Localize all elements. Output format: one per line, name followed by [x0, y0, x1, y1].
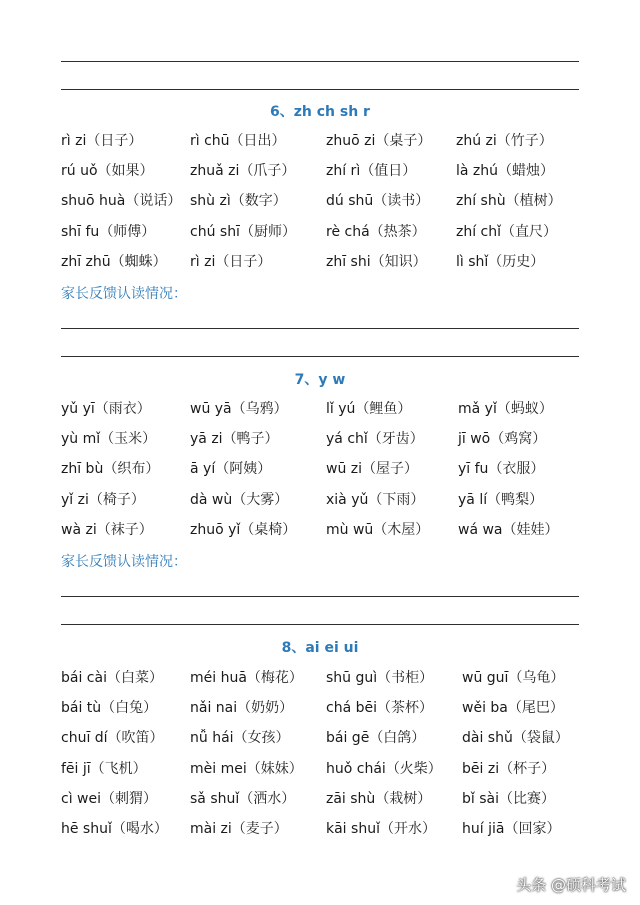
word-row	[0, 727, 640, 749]
word-entry	[61, 190, 181, 212]
hanzi: （椅子）	[88, 491, 145, 508]
hanzi: （厨师）	[239, 223, 296, 240]
word-entry	[326, 519, 429, 541]
hanzi: （木屋）	[373, 521, 430, 538]
pinyin: yá chǐ	[326, 431, 368, 448]
hanzi: （麦子）	[231, 821, 288, 837]
word-entry	[190, 190, 287, 212]
hanzi: （衣服）	[488, 461, 545, 478]
pinyin: shī fu	[61, 223, 100, 240]
pinyin: wá wa	[458, 521, 503, 538]
word-entry	[462, 818, 560, 840]
pinyin: mǎ yǐ	[458, 401, 497, 417]
word-entry	[458, 398, 553, 420]
hanzi: （直尺）	[501, 223, 558, 240]
hanzi: （袋鼠）	[512, 730, 569, 747]
word-entry	[326, 251, 427, 273]
hanzi: （植树）	[505, 193, 562, 210]
hanzi: （师傅）	[99, 223, 156, 240]
word-row	[0, 758, 640, 780]
hanzi: （历史）	[488, 253, 545, 270]
hanzi: （蚂蚁）	[496, 401, 553, 417]
pinyin: mù wū	[326, 521, 374, 538]
hanzi: （茶杯）	[377, 700, 433, 717]
pinyin: zhī bù	[61, 461, 104, 478]
writing-line	[61, 89, 579, 90]
pinyin: mèi mei	[190, 760, 247, 777]
parent-feedback-label: 家长反馈认读情况：	[61, 286, 187, 302]
word-entry	[326, 489, 424, 511]
word-entry	[190, 428, 279, 450]
hanzi: （雨衣）	[94, 401, 151, 417]
word-entry	[61, 130, 142, 152]
word-row	[0, 221, 640, 243]
hanzi: （乌龟）	[508, 670, 565, 686]
hanzi: （桌椅）	[240, 521, 297, 538]
word-row	[0, 667, 640, 689]
word-entry	[61, 818, 168, 840]
hanzi: （尾巴）	[507, 700, 564, 717]
pinyin: zhuō zi	[326, 133, 376, 149]
word-entry	[190, 818, 288, 840]
hanzi: （比赛）	[499, 790, 555, 807]
pinyin: yī fu	[458, 461, 489, 478]
pinyin: yǔ yī	[61, 401, 95, 417]
word-entry	[462, 667, 564, 689]
hanzi: （白鸽）	[369, 730, 426, 747]
pinyin: huí jiā	[462, 821, 505, 837]
hanzi: （下雨）	[368, 491, 425, 508]
word-row	[0, 190, 640, 212]
pinyin: hē shuǐ	[61, 821, 112, 837]
hanzi: （栽树）	[375, 790, 432, 807]
word-entry	[61, 160, 154, 182]
pinyin: nǎi nai	[190, 700, 238, 717]
pinyin: shū guì	[326, 670, 378, 686]
pinyin: chuī dí	[61, 730, 108, 747]
hanzi: （说话）	[125, 193, 182, 210]
section-title: 6、zh ch sh r	[270, 104, 370, 120]
section-title: 7、y w	[294, 372, 346, 388]
word-entry	[326, 160, 416, 182]
hanzi: （开水）	[379, 821, 436, 837]
section-title: 8、ai ei ui	[281, 640, 359, 656]
hanzi: （织布）	[103, 461, 160, 478]
pinyin: shù zì	[190, 193, 231, 210]
word-entry	[61, 489, 145, 511]
word-entry	[190, 697, 293, 719]
writing-line	[61, 328, 579, 329]
hanzi: （牙齿）	[367, 431, 424, 448]
word-entry	[61, 667, 163, 689]
word-entry	[462, 758, 555, 780]
word-entry	[190, 130, 286, 152]
pinyin: wū guī	[462, 670, 509, 686]
pinyin: lǐ yú	[326, 401, 356, 417]
hanzi: （鲤鱼）	[355, 401, 412, 417]
hanzi: （屋子）	[362, 461, 419, 478]
writing-line	[61, 624, 579, 625]
word-row	[0, 251, 640, 273]
pinyin: yā lí	[458, 491, 488, 508]
hanzi: （如果）	[97, 163, 154, 180]
hanzi: （喝水）	[111, 821, 168, 837]
hanzi: （日子）	[86, 133, 143, 149]
writing-line	[61, 356, 579, 357]
word-row	[0, 458, 640, 480]
pinyin: zhuō yǐ	[190, 521, 241, 538]
pinyin: rì zi	[61, 133, 87, 149]
word-entry	[456, 251, 544, 273]
pinyin: bēi zi	[462, 760, 500, 777]
hanzi: （桌子）	[375, 133, 432, 149]
pinyin: zhí shù	[456, 193, 506, 210]
word-entry	[190, 458, 271, 480]
pinyin: rú uǒ	[61, 163, 98, 180]
word-entry	[462, 788, 555, 810]
writing-line	[61, 596, 579, 597]
pinyin: chá bēi	[326, 700, 377, 717]
hanzi: （娃娃）	[502, 521, 559, 538]
word-entry	[190, 788, 295, 810]
word-row	[0, 519, 640, 541]
word-entry	[326, 190, 429, 212]
hanzi: （数字）	[230, 193, 287, 210]
pinyin: bái tù	[61, 700, 102, 717]
hanzi: （日子）	[215, 253, 272, 270]
word-entry	[190, 160, 295, 182]
pinyin: dà wù	[190, 491, 233, 508]
pinyin: zhī shi	[326, 253, 371, 270]
parent-feedback-label: 家长反馈认读情况：	[61, 554, 187, 570]
word-entry	[61, 788, 157, 810]
word-entry	[326, 130, 431, 152]
word-row	[0, 130, 640, 152]
writing-line	[61, 61, 579, 62]
word-entry	[456, 130, 553, 152]
hanzi: （玉米）	[100, 431, 157, 448]
pinyin: cì wei	[61, 790, 101, 807]
pinyin: shuō huà	[61, 193, 126, 210]
hanzi: （吹笛）	[107, 730, 164, 747]
word-entry	[456, 160, 554, 182]
pinyin: wà zi	[61, 521, 97, 538]
pinyin: wū zi	[326, 461, 363, 478]
word-entry	[61, 251, 167, 273]
hanzi: （竹子）	[496, 133, 553, 149]
hanzi: （袜子）	[96, 521, 153, 538]
hanzi: （乌鸦）	[231, 401, 288, 417]
pinyin: kāi shuǐ	[326, 821, 380, 837]
pinyin: wěi ba	[462, 700, 508, 717]
hanzi: （梅花）	[246, 670, 303, 686]
word-entry	[190, 727, 290, 749]
word-entry	[456, 221, 557, 243]
word-row	[0, 160, 640, 182]
word-entry	[326, 221, 426, 243]
word-entry	[61, 398, 151, 420]
word-entry	[326, 788, 431, 810]
hanzi: （书柜）	[377, 670, 434, 686]
hanzi: （爪子）	[239, 163, 296, 180]
word-entry	[326, 818, 436, 840]
hanzi: （女孩）	[233, 730, 290, 747]
word-entry	[61, 519, 153, 541]
word-row	[0, 818, 640, 840]
word-entry	[458, 458, 544, 480]
hanzi: （妹妹）	[246, 760, 303, 777]
pinyin: rì zi	[190, 253, 216, 270]
pinyin: méi huā	[190, 670, 247, 686]
pinyin: rì chū	[190, 133, 230, 149]
hanzi: （鸭梨）	[487, 491, 544, 508]
pinyin: zhuǎ zi	[190, 163, 240, 180]
pinyin: dú shū	[326, 193, 374, 210]
hanzi: （知识）	[370, 253, 427, 270]
word-entry	[326, 667, 433, 689]
pinyin: ā yí	[190, 461, 216, 478]
pinyin: yǐ zi	[61, 491, 89, 508]
pinyin: zhī zhū	[61, 253, 111, 270]
word-entry	[458, 489, 543, 511]
word-entry	[456, 190, 562, 212]
pinyin: yù mǐ	[61, 431, 101, 448]
hanzi: （杯子）	[499, 760, 556, 777]
pinyin: bái gē	[326, 730, 370, 747]
hanzi: （火柴）	[385, 760, 442, 777]
word-row	[0, 398, 640, 420]
pinyin: jī wō	[458, 431, 491, 448]
pinyin: là zhú	[456, 163, 499, 180]
hanzi: （热茶）	[369, 223, 426, 240]
word-entry	[462, 697, 564, 719]
word-entry	[61, 727, 164, 749]
pinyin: rè chá	[326, 223, 370, 240]
word-entry	[61, 458, 159, 480]
word-row	[0, 697, 640, 719]
hanzi: （白兔）	[101, 700, 158, 717]
pinyin: bái cài	[61, 670, 107, 686]
word-entry	[190, 667, 303, 689]
word-entry	[326, 727, 425, 749]
pinyin: zhú zi	[456, 133, 497, 149]
pinyin: zāi shù	[326, 790, 376, 807]
word-entry	[190, 489, 288, 511]
word-entry	[190, 758, 303, 780]
word-entry	[326, 398, 411, 420]
pinyin: zhí rì	[326, 163, 361, 180]
hanzi: （飞机）	[90, 760, 147, 777]
hanzi: （回家）	[504, 821, 561, 837]
hanzi: （洒水）	[239, 790, 296, 807]
hanzi: （蜡烛）	[498, 163, 555, 180]
word-row	[0, 788, 640, 810]
pinyin: dài shǔ	[462, 730, 513, 747]
hanzi: （阿姨）	[215, 461, 272, 478]
word-entry	[190, 251, 271, 273]
word-entry	[326, 458, 418, 480]
word-entry	[326, 697, 433, 719]
pinyin: yā zi	[190, 431, 223, 448]
hanzi: （大雾）	[232, 491, 289, 508]
word-row	[0, 428, 640, 450]
pinyin: bǐ sài	[462, 790, 499, 807]
word-entry	[326, 758, 442, 780]
word-entry	[61, 758, 147, 780]
word-entry	[462, 727, 569, 749]
pinyin: wū yā	[190, 401, 232, 417]
word-entry	[61, 697, 157, 719]
hanzi: （蜘蛛）	[110, 253, 167, 270]
hanzi: （刺猬）	[101, 790, 157, 807]
word-entry	[326, 428, 424, 450]
pinyin: fēi jī	[61, 760, 91, 777]
word-entry	[190, 221, 296, 243]
word-row	[0, 489, 640, 511]
watermark: 头条 @硕科考试	[516, 876, 626, 894]
hanzi: （值日）	[360, 163, 417, 180]
hanzi: （鸡窝）	[490, 431, 547, 448]
pinyin: xià yǔ	[326, 491, 369, 508]
word-entry	[61, 428, 156, 450]
pinyin: chú shī	[190, 223, 240, 240]
pinyin: zhí chǐ	[456, 223, 502, 240]
hanzi: （日出）	[229, 133, 286, 149]
word-entry	[458, 519, 559, 541]
hanzi: （奶奶）	[237, 700, 294, 717]
pinyin: mài zi	[190, 821, 232, 837]
hanzi: （白菜）	[106, 670, 163, 686]
pinyin: huǒ chái	[326, 760, 386, 777]
hanzi: （鸭子）	[222, 431, 279, 448]
hanzi: （读书）	[373, 193, 430, 210]
word-entry	[458, 428, 546, 450]
word-entry	[61, 221, 155, 243]
pinyin: sǎ shuǐ	[190, 790, 240, 807]
pinyin: nǚ hái	[190, 730, 234, 747]
pinyin: lì shǐ	[456, 253, 489, 270]
word-entry	[190, 519, 296, 541]
word-entry	[190, 398, 288, 420]
